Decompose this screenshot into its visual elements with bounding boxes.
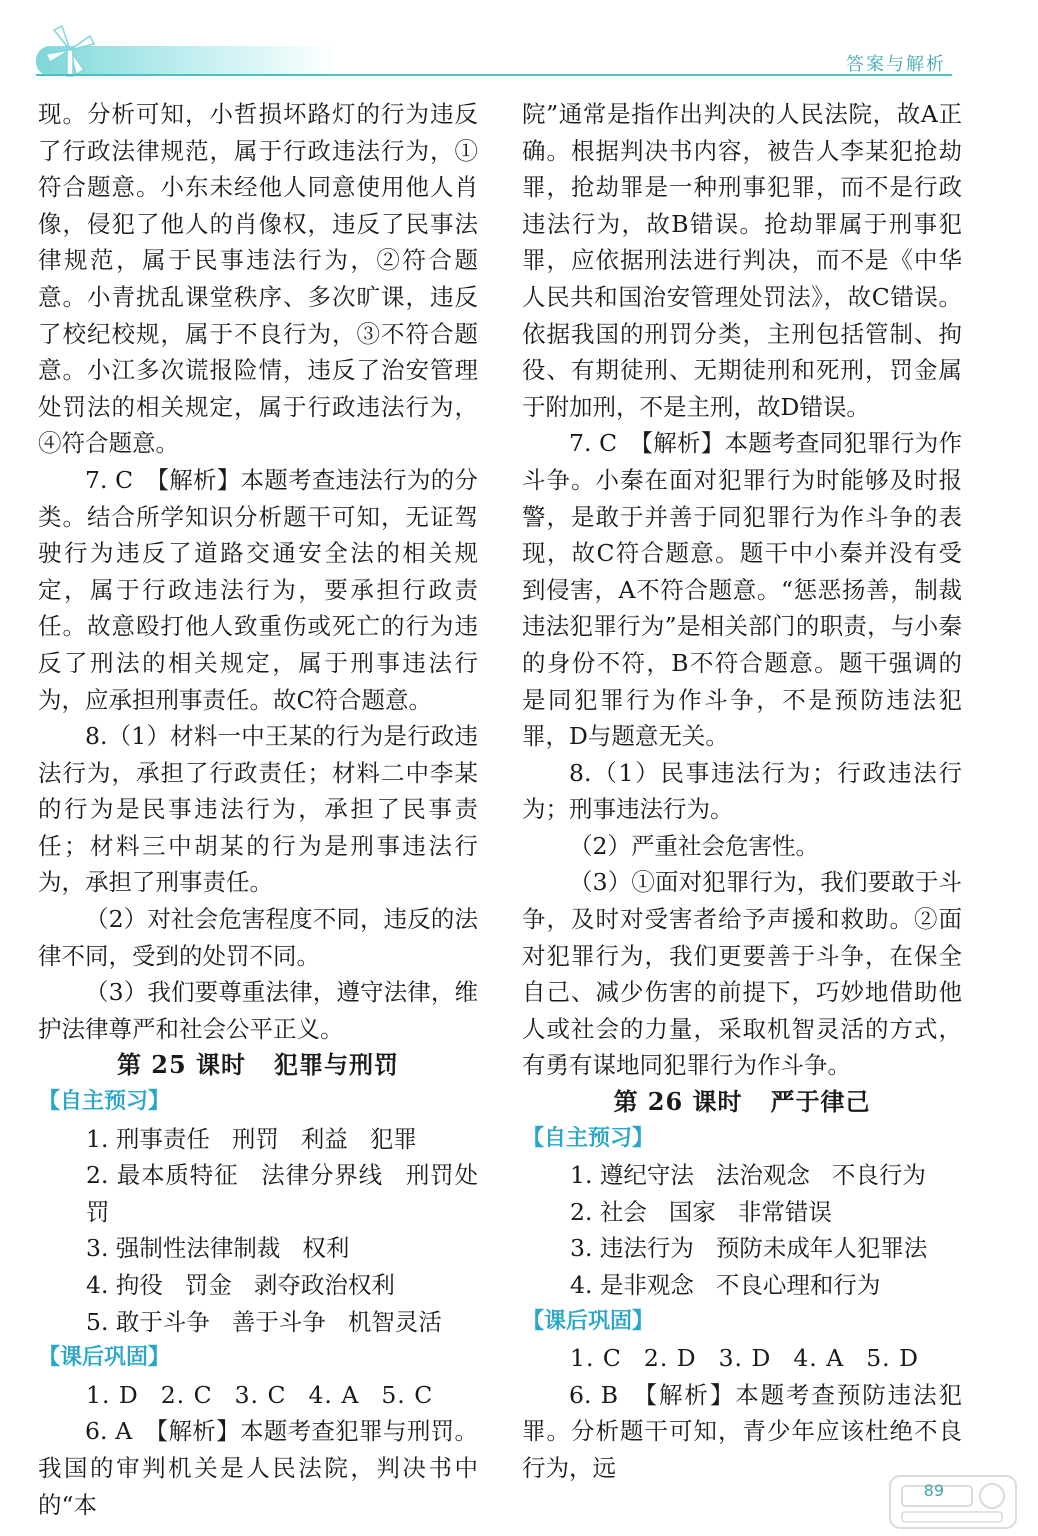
preview-item: 1. 遵纪守法 法治观念 不良行为: [570, 1161, 926, 1190]
right-paragraph-1: 院”通常是指作出判决的人民法院，故A正确。根据判决书内容，被告人李某犯抢劫罪，抢劫罪是一种刑事犯罪，而不是行政违法行为，故B错误。抢劫罪属于刑事犯罪，应依据刑法进行判决，而不是《中华人民共和国治安管理处罚法》，故C错误。依据我国的刑罚分类，主刑包括管制、拘役、有期徒刑、无期徒刑和死刑，罚金属于附加刑，不是主刑，故D错误。: [522, 100, 962, 421]
choice-answers: 1. C 2. D 3. D 4. A 5. D: [570, 1344, 919, 1373]
left-paragraph-1: 现。分析可知，小哲损坏路灯的行为违反了行政法律规范，属于行政违法行为，①符合题意。小东未经他人同意使用他人肖像，侵犯了他人的肖像权，违反了民事法律规范，属于民事违法行为，②符合题意。小青扰乱课堂秩序、多次旷课，违反了校纪校规，属于不良行为，③不符合题意。小江多次谎报险情，违反了治安管理处罚法的相关规定，属于行政违法行为，④符合题意。: [38, 100, 478, 458]
right-paragraph-q6: 6. B 【解析】本题考查预防违法犯罪。分析题干可知，青少年应该杜绝不良行为，远: [522, 1380, 962, 1482]
preview-item: 4. 是非观念 不良心理和行为: [570, 1271, 881, 1299]
lesson-title: 严于律己: [770, 1087, 871, 1117]
review-tag: 【课后巩固】: [38, 1345, 171, 1371]
left-paragraph-q8-3: （3）我们要尊重法律，遵守法律，维护法律尊严和社会公平正义。: [38, 978, 478, 1043]
left-paragraph-q8-1: 8.（1）材料一中王某的行为是行政违法行为，承担了行政责任；材料二中李某的行为是民事违法行为，承担了民事责任；材料三中胡某的行为是刑事违法行为，承担了刑事责任。: [38, 722, 478, 897]
preview-tag: 【自主预习】: [38, 1089, 171, 1115]
right-paragraph-q8-1: 8.（1）民事违法行为；行政违法行为；刑事违法行为。: [522, 758, 962, 824]
preview-item: 4. 拘役 罚金 剥夺政治权利: [86, 1271, 395, 1299]
preview-item: 3. 违法行为 预防未成年人犯罪法: [570, 1234, 928, 1263]
preview-item: 2. 社会 国家 非常错误: [570, 1197, 832, 1226]
preview-item: 2. 最本质特征 法律分界线 刑罚处罚: [86, 1161, 479, 1226]
lesson-26-heading: [522, 1084, 962, 1121]
right-paragraph-q7: 7. C 【解析】本题考查同犯罪行为作斗争。小秦在面对犯罪行为时能够及时报警，是敢于并善于同犯罪行为作斗争的表现，故C符合题意。题干中小秦并没有受到侵害，A不符合题意。“惩恶扬善，制裁违法犯罪行为”是相关部门的职责，与小秦的身份不符，B不符合题意。题干强调的是同犯罪行为作斗争，不是预防违法犯罪，D与题意无关。: [522, 429, 962, 751]
watermark-logo: [888, 1474, 1018, 1530]
preview-item: 5. 敢于斗争 善于斗争 机智灵活: [86, 1307, 442, 1336]
right-column: [522, 96, 962, 1487]
lesson-number: 第 25 课时: [116, 1050, 247, 1080]
left-paragraph-q7: 7. C 【解析】本题考查违法行为的分类。结合所学知识分析题干可知，无证驾驶行为违反了道路交通安全法的相关规定，属于行政违法行为，要承担行政责任。故意殴打他人致重伤或死亡的行为违反了刑法的相关规定，属于刑事违法行为，应承担刑事责任。故C符合题意。: [38, 465, 478, 714]
left-paragraph-q8-2: （2）对社会危害程度不同，违反的法律不同，受到的处罚不同。: [38, 905, 478, 970]
left-paragraph-q6: 6. A 【解析】本题考查犯罪与刑罚。我国的审判机关是人民法院，判决书中的“本: [38, 1417, 478, 1519]
left-column: [38, 96, 478, 1523]
lesson-number: 第 26 课时: [613, 1087, 743, 1117]
right-paragraph-q8-2: （2）严重社会危害性。: [569, 831, 819, 860]
header-rule: [36, 74, 952, 76]
right-paragraph-q8-3: （3）①面对犯罪行为，我们要敢于斗争，及时对受害者给予声援和救助。②面对犯罪行为，我们更要善于斗争，在保全自己、减少伤害的前提下，巧妙地借助他人或社会的力量，采取机智灵活的方式，有勇有谋地同犯罪行为作斗争。: [522, 868, 962, 1080]
preview-item: 1. 刑事责任 刑罚 利益 犯罪: [86, 1124, 417, 1153]
windmill-icon: [40, 22, 110, 78]
preview-item: 3. 强制性法律制裁 权利: [86, 1234, 350, 1263]
header-label: 答案与解析: [846, 54, 946, 75]
lesson-title: 犯罪与刑罚: [274, 1050, 400, 1080]
choice-answers: 1. D 2. C 3. C 4. A 5. C: [86, 1380, 434, 1409]
review-tag: 【课后巩固】: [522, 1308, 655, 1334]
page-number: 89: [923, 1481, 944, 1500]
page-header: [0, 0, 1038, 84]
preview-tag: 【自主预习】: [522, 1125, 655, 1151]
lesson-25-heading: [38, 1047, 478, 1084]
